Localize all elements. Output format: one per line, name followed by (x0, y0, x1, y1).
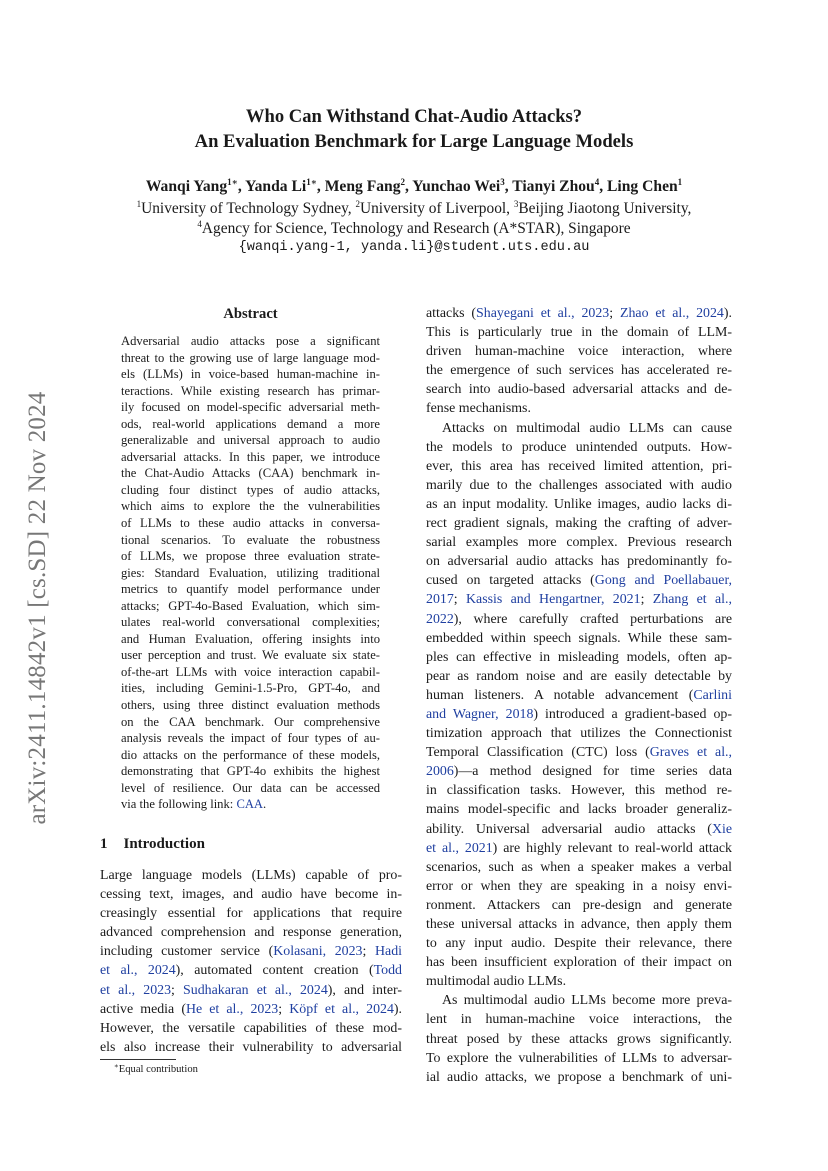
text-run: cessing text, images, and audio have become in- (100, 887, 402, 903)
text-line (426, 380, 732, 399)
affiliation-mark: 3 (513, 199, 519, 209)
text-line (426, 476, 732, 495)
affiliations (0, 199, 828, 239)
text-run: ; (171, 982, 184, 998)
text-run: ), where carefully crafted perturbations are (453, 611, 732, 627)
abstract-line: gies: Standard Evaluation, utilizing traditional (121, 565, 380, 580)
title-line-2: An Evaluation Benchmark for Large Language Models (194, 131, 634, 152)
author-name: Tianyi Zhou (512, 178, 595, 195)
text-run: as an input modality. Unlike images, audio lacks di- (426, 496, 732, 512)
citation-link[interactable]: Köpf et al., 2024 (289, 1001, 394, 1017)
title-line-1: Who Can Withstand Chat-Audio Attacks? (245, 106, 583, 127)
text-line (426, 304, 732, 323)
text-run: search into audio-based adversarial attacks and de- (426, 382, 732, 398)
citation-link[interactable]: Shayegani et al., 2023 (476, 306, 610, 321)
text-run: mains model-specific and lacks broader generaliz- (426, 802, 732, 818)
citation-link[interactable]: et al., 2023 (100, 982, 172, 998)
author-name: Yunchao Wei (412, 178, 501, 195)
text-line (426, 514, 732, 533)
text-run: ), and inter- (327, 982, 402, 998)
affiliation-mark: 1 (136, 199, 142, 209)
abstract-line (121, 796, 380, 813)
author-separator: , (504, 178, 513, 195)
author-name: Ling Chen (607, 178, 678, 195)
text-line (426, 991, 732, 1010)
abstract-line: ods, real-world applications demand a more (121, 416, 380, 431)
text-run: these universal attacks in advance, then apply them (426, 917, 732, 932)
citation-link[interactable]: Hadi (375, 944, 403, 960)
text-run: the emergence of such services has accelerated re- (426, 363, 732, 379)
author-separator: , (405, 178, 413, 195)
text-run: ), automated content creation ( (175, 963, 374, 979)
text-run: has been insufficient exploration of their impact on (426, 955, 732, 971)
text-run: cused on targeted attacks ( (426, 573, 595, 589)
text-run: active media ( (100, 1001, 186, 1017)
text-line (100, 1000, 402, 1019)
author-separator: , (237, 178, 246, 195)
text-line (426, 820, 732, 839)
abstract-line: of LLMs to these audio attacks in conversa- (121, 516, 380, 531)
text-line (426, 629, 732, 648)
author-list (0, 178, 828, 196)
author-name: Wanqi Yang (145, 178, 228, 195)
text-run: ; (453, 592, 466, 608)
text-run: ability. Universal adversarial audio attacks ( (426, 821, 712, 837)
text-line (426, 1010, 732, 1029)
text-line (426, 552, 732, 571)
text-run: error or when they are speaking in a noisy envi- (426, 878, 732, 894)
text-line (100, 923, 402, 942)
citation-link[interactable]: Xie (711, 821, 732, 837)
text-run: As multimodal audio LLMs become more preva- (442, 993, 732, 1009)
text-line (426, 1049, 732, 1068)
text-run: driven human-machine voice interaction, where (426, 344, 732, 360)
text-line (100, 1038, 402, 1057)
text-run: )—a method designed for time series data (453, 764, 732, 780)
text-line (426, 934, 732, 953)
text-run: threat posed by these attacks grows significantly. (426, 1031, 732, 1047)
text-run: human listeners. A notable advancement ( (426, 687, 694, 703)
citation-link[interactable]: Sudhakaran et al., 2024 (183, 982, 328, 998)
text-run: creasingly essential for applications that require (100, 906, 402, 922)
text-run: ). (723, 306, 732, 321)
author-name: Yanda Li (245, 178, 307, 195)
affiliation-name: Agency for Science, Technology and Research (A*STAR), Singapore (201, 220, 631, 237)
text-line (100, 942, 402, 961)
footnote-text: Equal contribution (118, 1064, 198, 1075)
abstract-line: demonstrating that GPT-4o exhibits the highest (121, 764, 380, 779)
text-run: multimodal audio LLMs. (426, 974, 567, 990)
dataset-link[interactable]: CAA (236, 797, 264, 812)
text-run: the models to produce unintended outputs. How- (426, 439, 732, 455)
abstract-line: tional scenarios. To evaluate the robustness (121, 532, 380, 547)
text-run: on adversarial audio attacks has predominantly fo- (426, 554, 732, 570)
abstract-line: which aims to explore the the vulnerabilities (121, 499, 380, 514)
text-line (426, 1068, 732, 1087)
text-line (426, 686, 732, 705)
text-run: scenarios, such as when a speaker makes a verbal (426, 859, 732, 875)
abstract-line: others, using three distinct evaluation methods (121, 698, 380, 713)
abstract-text: via the following link: (121, 797, 237, 812)
author-affiliation-mark: 1∗ (306, 177, 317, 187)
affiliation-name: University of Technology Sydney, (141, 200, 356, 217)
text-line (426, 972, 732, 991)
abstract-line: level of resilience. Our data can be accessed (121, 780, 380, 795)
abstract-line: ities, including Gemini-1.5-Pro, GPT-4o, and (121, 681, 380, 696)
text-run: embedded within speech signals. While these sam- (426, 630, 732, 646)
author-separator: , (599, 178, 608, 195)
text-line (426, 858, 732, 877)
affiliation-mark: 2 (355, 199, 360, 209)
citation-link[interactable]: Gong and Poellabauer, (594, 573, 732, 589)
abstract-line: of-the-art LLMs with voice interaction capabil- (121, 664, 380, 679)
abstract-line: ulates real-world conversational complexities; (121, 615, 380, 630)
author-affiliation-mark: 4 (594, 177, 600, 187)
section-title: Introduction (123, 836, 205, 852)
footnote-mark: ∗ (114, 1062, 119, 1070)
affiliation-line-2 (0, 219, 828, 239)
text-line (426, 896, 732, 915)
text-run: advanced comprehension and response generation, (100, 925, 402, 941)
text-line (426, 667, 732, 686)
affiliation-name: Beijing Jiaotong University, (518, 200, 692, 217)
abstract-line: attacks; GPT-4o-Based Evaluation, which sim- (121, 598, 380, 613)
text-line (426, 399, 732, 418)
text-run: fense mechanisms. (426, 401, 531, 417)
text-run: sarial examples more complex. Previous research (426, 535, 732, 551)
text-run: ; (362, 944, 375, 960)
paragraph (426, 991, 732, 1086)
abstract-line: threat to the growing use of large language mod- (121, 350, 380, 365)
abstract-line: generalizable and universal approach to audio (121, 433, 380, 448)
citation-link[interactable]: Graves et al., (649, 745, 732, 761)
text-line (100, 866, 402, 885)
text-run: timization approach that utilizes the Connectionist (426, 726, 732, 742)
abstract-line: on the CAA benchmark. Our comprehensive (121, 714, 380, 729)
text-line (426, 419, 732, 438)
abstract-heading: Abstract (223, 306, 278, 322)
affiliation-line-1 (0, 199, 828, 219)
text-line (426, 877, 732, 896)
paragraph (426, 304, 732, 419)
text-run: ) are highly relevant to real-world attack (492, 840, 732, 856)
abstract-line: dio attacks on the performance of these models, (121, 747, 380, 762)
text-line (426, 781, 732, 800)
paragraph (426, 419, 732, 992)
text-line (426, 323, 732, 342)
abstract-body (121, 333, 380, 813)
abstract-line: the Chat-Audio Attacks (CAA) benchmark in- (121, 466, 380, 481)
paper-title (0, 104, 828, 154)
text-line (426, 648, 732, 667)
text-run: ever, this area has received limited attention, pri- (426, 458, 732, 474)
citation-link[interactable]: 2022 (426, 611, 454, 627)
text-line (426, 800, 732, 819)
citation-link[interactable]: et al., 2024 (100, 963, 176, 979)
text-line (426, 438, 732, 457)
text-run: ) introduced a gradient-based op- (533, 706, 732, 722)
text-run: marily due to the challenges associated with audio (426, 477, 732, 493)
citation-link[interactable]: et al., 2021 (426, 840, 493, 856)
abstract-line: teractions. While existing research has primar- (121, 383, 380, 398)
text-line (426, 457, 732, 476)
arxiv-identifier (18, 358, 58, 858)
author-affiliation-mark: 1 (677, 177, 683, 187)
text-run: pear as random noise and are easily detectable by (426, 668, 732, 684)
abstract-text: . (263, 797, 267, 812)
text-run: ; (609, 306, 620, 321)
text-line (100, 904, 402, 923)
abstract-line: metrics to quantify model performance under (121, 582, 380, 597)
abstract-line: adversarial attacks. In this paper, we introduce (121, 449, 380, 464)
text-run: ples can effective in misleading models, often ap- (426, 649, 732, 665)
text-run: including customer service ( (100, 944, 274, 960)
text-line (426, 571, 732, 590)
abstract-line: user perception and trust. We evaluate six state- (121, 648, 380, 663)
text-run: This is particularly true in the domain of LLM- (426, 325, 732, 341)
text-line (426, 705, 732, 724)
text-line (426, 533, 732, 552)
author-affiliation-mark: 2 (400, 177, 406, 187)
text-run: ; (278, 1001, 290, 1017)
text-line (426, 953, 732, 972)
author-name: Meng Fang (324, 178, 401, 195)
citation-link[interactable]: and Wagner, 2018 (426, 706, 534, 722)
abstract-line: Adversarial audio attacks pose a significant (121, 334, 380, 348)
section-number: 1 (100, 836, 108, 852)
citation-link[interactable]: He et al., 2023 (185, 1001, 279, 1017)
text-line (100, 885, 402, 904)
author-email[interactable]: {wanqi.yang-1, yanda.li}@student.uts.edu.au (238, 240, 590, 255)
text-line (100, 981, 402, 1000)
text-run: in classification tasks. However, this method re- (426, 783, 732, 799)
text-run: ). (393, 1001, 403, 1017)
citation-link[interactable]: Kolasani, 2023 (273, 944, 363, 960)
citation-link[interactable]: Carlini (693, 687, 732, 703)
abstract-line: ily focused on model-specific adversarial meth- (121, 400, 380, 415)
text-run: rect gradient signals, making the crafting of adver- (426, 516, 732, 532)
text-line (426, 610, 732, 629)
author-affiliation-mark: 1∗ (227, 177, 238, 187)
citation-link[interactable]: Kassis and Hengartner, 2021 (466, 592, 641, 608)
text-line (426, 1030, 732, 1049)
text-line (426, 743, 732, 762)
footnote-rule (100, 1059, 176, 1060)
text-run: Large language models (LLMs) capable of pro- (100, 868, 402, 883)
text-run: ial audio attacks, we propose a benchmark of uni- (426, 1069, 732, 1085)
abstract-line: and Human Evaluation, offering insights into (121, 631, 380, 646)
text-run: However, the versatile capabilities of these mod- (100, 1020, 402, 1036)
text-run: Attacks on multimodal audio LLMs can cause (442, 420, 732, 436)
section-heading-introduction (100, 836, 205, 853)
footnote (114, 1064, 198, 1075)
affiliation-name: University of Liverpool, (359, 200, 514, 217)
citation-link[interactable]: Zhao et al., 2024 (619, 306, 724, 321)
text-run: ; (640, 592, 653, 608)
abstract-line: analysis reveals the impact of four types of au- (121, 731, 380, 746)
text-line (426, 495, 732, 514)
text-run: els also increase their vulnerability to adversarial (100, 1039, 402, 1055)
text-run: lent in human-machine voice interactions, the (426, 1012, 732, 1028)
author-separator: , (316, 178, 325, 195)
text-line (100, 961, 402, 980)
text-line (426, 724, 732, 743)
text-line (426, 361, 732, 380)
text-run: To explore the vulnerabilities of LLMs to adversar- (426, 1050, 732, 1066)
abstract-line: cluding four distinct types of audio attacks, (121, 482, 380, 497)
citation-link[interactable]: Zhang et al., (652, 592, 732, 608)
citation-link[interactable]: 2006 (426, 764, 454, 780)
text-line (426, 915, 732, 934)
text-run: ronment. Attackers can pre-design and generate (426, 897, 732, 913)
arxiv-identifier-text: arXiv:2411.14842v1 [cs.SD] 22 Nov 2024 (24, 391, 51, 825)
text-line (426, 342, 732, 361)
citation-link[interactable]: Todd (373, 963, 402, 979)
text-run: to any input audio. Despite their relevance, there (426, 936, 732, 952)
text-line (100, 1019, 402, 1038)
text-line (426, 762, 732, 781)
text-run: attacks ( (426, 306, 477, 321)
text-run: Temporal Classification (CTC) loss ( (426, 745, 650, 761)
text-line (426, 590, 732, 609)
abstract-line: els (LLMs) in voice-based human-machine in- (121, 367, 380, 382)
introduction-body (100, 866, 402, 1057)
text-line (426, 839, 732, 858)
citation-link[interactable]: 2017 (426, 592, 454, 608)
abstract-line: of LLMs, we propose three evaluation strate- (121, 549, 380, 564)
right-column-body (426, 304, 732, 1087)
affiliation-mark: 4 (197, 219, 202, 229)
author-affiliation-mark: 3 (500, 177, 505, 187)
